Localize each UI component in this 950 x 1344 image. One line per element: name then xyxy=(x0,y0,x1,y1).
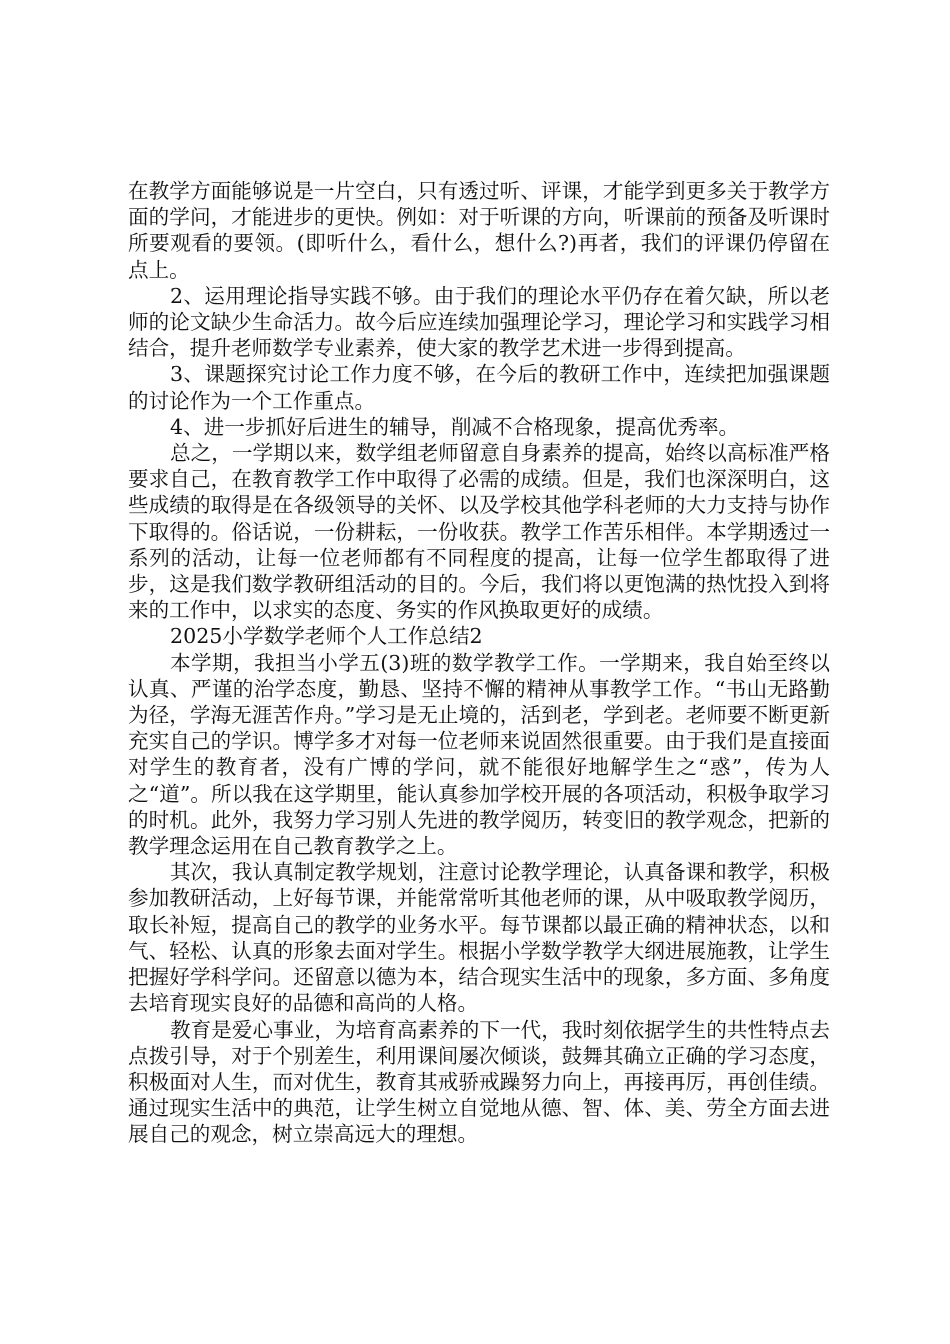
paragraph-education: 教育是爱心事业，为培育高素养的下一代，我时刻依据学生的共性特点去点拨引导，对于个别差生，利用课间屡次倾谈，鼓舞其确立正确的学习态度，积极面对人生，而对优生，教育其戒骄戒躁努力向上，再接再厉，再创佳绩。通过现实生活中的典范，让学生树立自觉地从德、智、体、美、劳全方面去进展自己的观念，树立崇高远大的理想。 xyxy=(128,1017,830,1147)
paragraph-point-3: 3、课题探究讨论工作力度不够，在今后的教研工作中，连续把加强课题的讨论作为一个工作重点。 xyxy=(128,362,830,413)
paragraph-second: 其次，我认真制定教学规划，注意讨论教学理论，认真备课和教学，积极参加教研活动，上好每节课，并能常常听其他老师的课，从中吸取教学阅历，取长补短，提高自己的教学的业务水平。每节课都以最正确的精神状态，以和气、轻松、认真的形象去面对学生。根据小学数学教学大纲进展施教，让学生把握好学科学问。还留意以德为本，结合现实生活中的现象，多方面、多角度去培育现实良好的品德和高尚的人格。 xyxy=(128,860,830,1016)
paragraph-point-2: 2、运用理论指导实践不够。由于我们的理论水平仍存在着欠缺，所以老师的论文缺少生命活力。故今后应连续加强理论学习，理论学习和实践学习相结合，提升老师数学专业素养，使大家的教学艺术进一步得到提高。 xyxy=(128,283,830,361)
paragraph-point-4: 4、进一步抓好后进生的辅导，削减不合格现象，提高优秀率。 xyxy=(170,414,740,439)
document-page xyxy=(128,178,830,1148)
paragraph-intro: 本学期，我担当小学五(3)班的数学教学工作。一学期来，我自始至终以认真、严谨的治学态度，勤恳、坚持不懈的精神从事教学工作。“书山无路勤为径，学海无涯苦作舟。”学习是无止境的，活到老，学到老。老师要不断更新充实自己的学识。博学多才对每一位老师来说固然很重要。由于我们是直接面对学生的教育者，没有广博的学问，就不能很好地解学生之“惑”，传为人之“道”。所以我在这学期里，能认真参加学校开展的各项活动，积极争取学习的时机。此外，我努力学习别人先进的教学阅历，转变旧的教学观念，把新的教学理念运用在自己教育教学之上。 xyxy=(128,650,830,859)
paragraph-continuation: 在教学方面能够说是一片空白，只有透过听、评课，才能学到更多关于教学方面的学问，才能进步的更快。例如：对于听课的方向，听课前的预备及听课时所要观看的要领。(即听什么，看什么，想什么?)再者，我们的评课仍停留在点上。 xyxy=(128,179,830,282)
paragraph-summary: 总之，一学期以来，数学组老师留意自身素养的提高，始终以高标准严格要求自己，在教育教学工作中取得了必需的成绩。但是，我们也深深明白，这些成绩的取得是在各级领导的关怀、以及学校其他学科老师的大力支持与协作下取得的。俗话说，一份耕耘，一份收获。教学工作苦乐相伴。本学期透过一系列的活动，让每一位老师都有不同程度的提高，让每一位学生都取得了进步，这是我们数学教研组活动的目的。今后，我们将以更饱满的热忱投入到将来的工作中，以求实的态度、务实的作风换取更好的成绩。 xyxy=(128,441,830,623)
section-heading: 2025小学数学老师个人工作总结2 xyxy=(170,624,483,649)
